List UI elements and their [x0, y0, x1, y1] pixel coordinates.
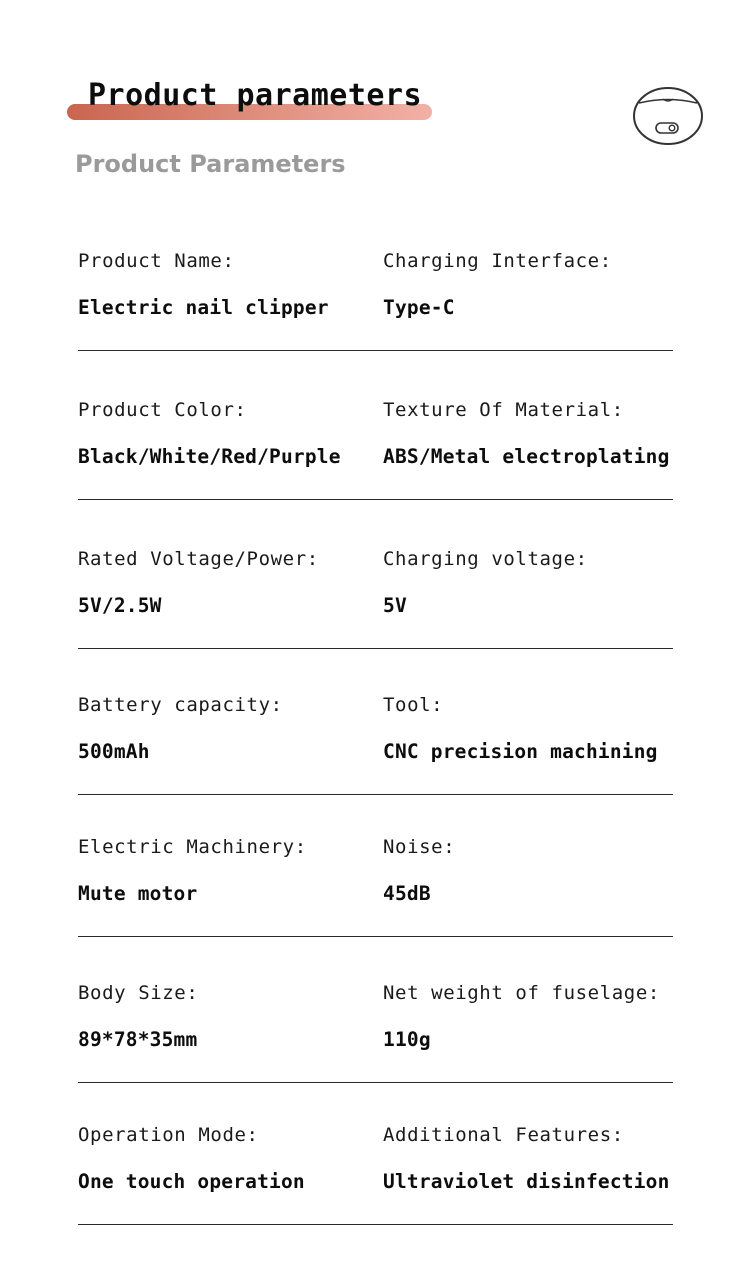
parameter-label: Additional Features: — [383, 1124, 624, 1146]
parameter-value: 5V/2.5W — [78, 594, 162, 617]
parameter-value: 500mAh — [78, 740, 150, 763]
parameter-value: Mute motor — [78, 882, 198, 905]
parameter-label: Body Size: — [78, 982, 199, 1004]
parameter-value: 89*78*35mm — [78, 1028, 198, 1051]
parameter-label: Charging voltage: — [383, 548, 588, 570]
parameter-value: CNC precision machining — [383, 740, 658, 763]
parameter-value: Ultraviolet disinfection — [383, 1170, 670, 1193]
page-header — [0, 0, 750, 200]
parameter-value: 110g — [383, 1028, 431, 1051]
page-title: Product parameters — [88, 78, 423, 113]
parameter-label: Battery capacity: — [78, 694, 283, 716]
parameter-label: Product Color: — [78, 399, 247, 421]
parameter-label: Noise: — [383, 836, 456, 858]
parameter-label: Texture Of Material: — [383, 399, 624, 421]
parameter-row — [78, 836, 673, 937]
parameter-label: Electric Machinery: — [78, 836, 307, 858]
parameter-value: Type-C — [383, 296, 455, 319]
nail-clipper-device-icon — [632, 86, 704, 146]
parameter-row — [78, 548, 673, 649]
parameter-label: Operation Mode: — [78, 1124, 259, 1146]
parameter-value: Electric nail clipper — [78, 296, 329, 319]
parameter-value: Black/White/Red/Purple — [78, 445, 341, 468]
parameter-label: Tool: — [383, 694, 444, 716]
page-subtitle: Product Parameters — [75, 150, 346, 178]
parameter-value: 5V — [383, 594, 407, 617]
parameter-row — [78, 250, 673, 351]
parameter-value: 45dB — [383, 882, 431, 905]
parameter-row — [78, 399, 673, 500]
parameter-label: Rated Voltage/Power: — [78, 548, 319, 570]
parameter-label: Net weight of fuselage: — [383, 982, 660, 1004]
parameter-row — [78, 694, 673, 795]
parameter-value: ABS/Metal electroplating — [383, 445, 670, 468]
parameter-label: Charging Interface: — [383, 250, 612, 272]
parameter-value: One touch operation — [78, 1170, 305, 1193]
parameter-row — [78, 982, 673, 1083]
parameter-row — [78, 1124, 673, 1225]
parameter-label: Product Name: — [78, 250, 235, 272]
